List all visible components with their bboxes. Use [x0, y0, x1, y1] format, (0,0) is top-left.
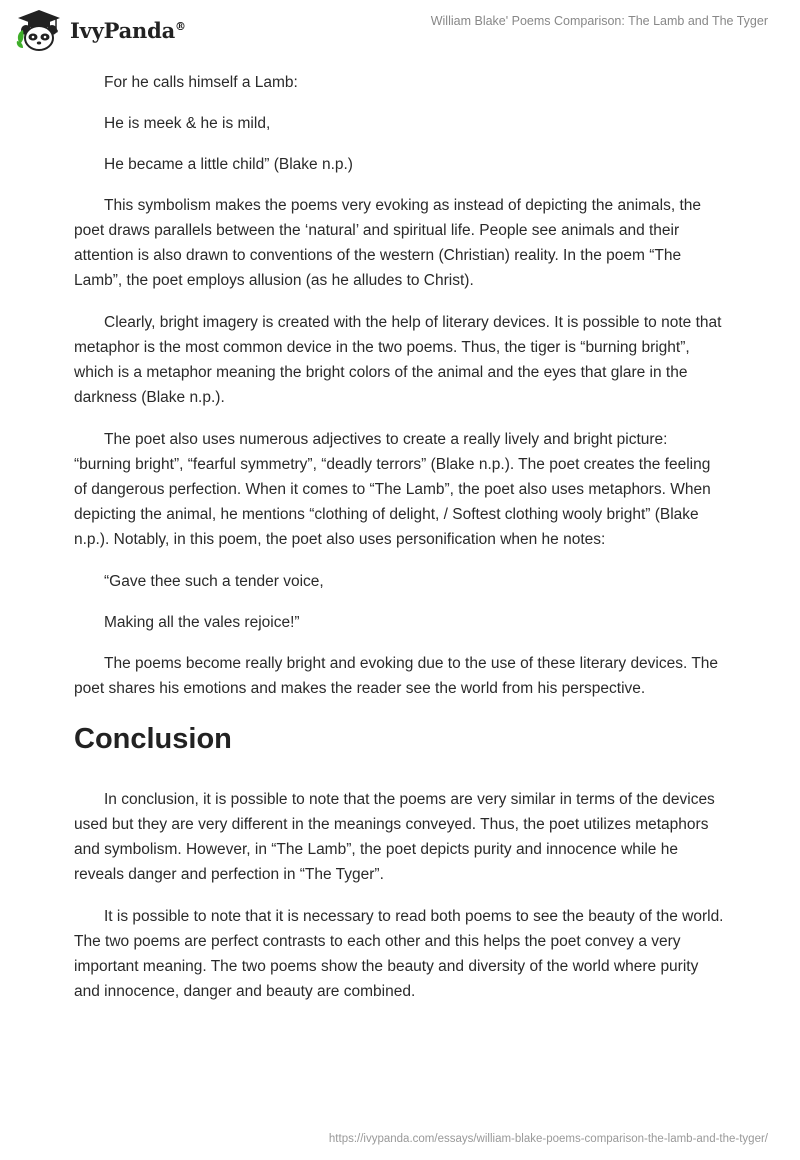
- conclusion-paragraph: It is possible to note that it is necessary to read both poems to see the beauty of the world. The two poems are perfect contrasts to each other and this helps the poet convey a very important meaning. The two poems show the beauty and diversity of the world where purity and innocence, danger and beauty are combined.: [74, 908, 724, 1000]
- document-title: William Blake' Poems Comparison: The Lamb and The Tyger: [430, 14, 768, 28]
- conclusion-paragraph: In conclusion, it is possible to note that the poems are very similar in terms of the devices used but they are very different in the meanings conveyed. Thus, the poet utilizes metaphors and symbolism. However, in “The Lamb”, the poet depicts purity and innocence while he reveals danger and perfection in “The Tyger”.: [74, 791, 715, 883]
- body-paragraph: The poet also uses numerous adjectives to create a really lively and bright picture: “burning bright”, “fearful symmetry”, “deadly terrors” (Blake n.p.). The poet creates the feeling of dangerous perfection. When it comes to “The Lamb”, the poet also uses metaphors. When depicting the animal, he mentions “clothing of delight, / Softest clothing wooly bright” (Blake n.p.). Notably, in this poem, the poet also uses personification when he notes:: [74, 431, 711, 548]
- ivypanda-logo[interactable]: [14, 8, 186, 52]
- section-heading-conclusion: Conclusion: [74, 723, 232, 755]
- panda-graduation-cap-icon: [14, 8, 64, 52]
- quote-line: He became a little child” (Blake n.p.): [104, 156, 353, 173]
- quote-line: “Gave thee such a tender voice,: [104, 573, 324, 590]
- quote-line: He is meek & he is mild,: [104, 115, 271, 132]
- brand-name: IvyPanda®: [70, 17, 186, 43]
- page-header: [0, 0, 800, 60]
- body-paragraph: This symbolism makes the poems very evoking as instead of depicting the animals, the poet draws parallels between the ‘natural’ and spiritual life. People see animals and their attention is also drawn to conventions of the western (Christian) reality. In the poem “The Lamb”, the poet employs allusion (as he alludes to Christ).: [74, 197, 702, 289]
- source-url-link[interactable]: https://ivypanda.com/essays/william-blake-poems-comparison-the-lamb-and-the-tyger/: [328, 1133, 768, 1145]
- body-paragraph: Clearly, bright imagery is created with the help of literary devices. It is possible to note that metaphor is the most common device in the two poems. Thus, the tiger is “burning bright”, which is a metaphor meaning the bright colors of the animal and the eyes that glare in the darkness (Blake n.p.).: [74, 314, 722, 406]
- body-paragraph: The poems become really bright and evoking due to the use of these literary devices. The poet shares his emotions and makes the reader see the world from his perspective.: [74, 655, 719, 697]
- essay-body: [74, 70, 724, 1021]
- quote-line: For he calls himself a Lamb:: [104, 74, 298, 91]
- quote-line: Making all the vales rejoice!”: [104, 614, 300, 631]
